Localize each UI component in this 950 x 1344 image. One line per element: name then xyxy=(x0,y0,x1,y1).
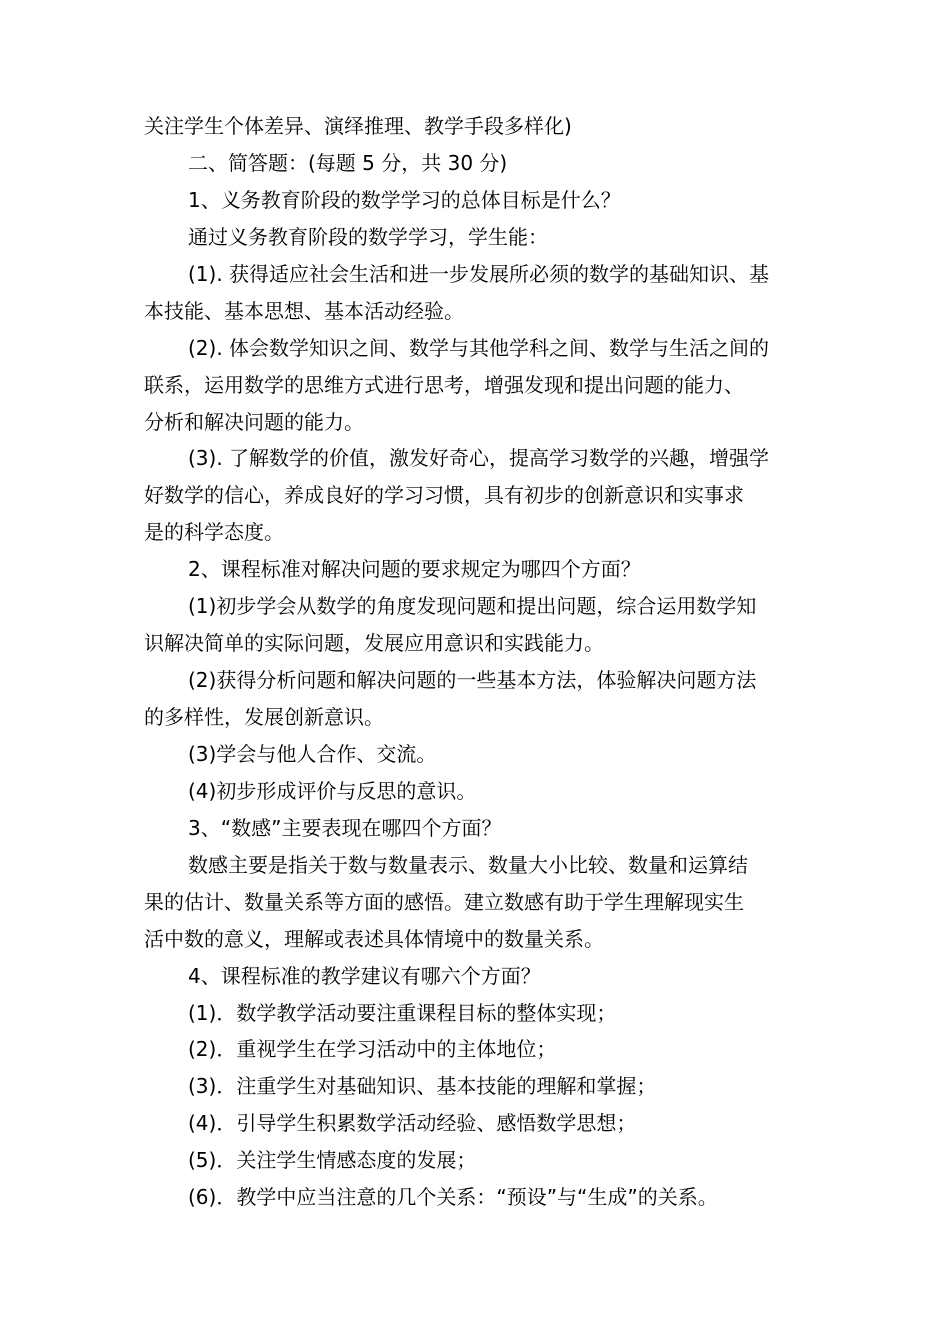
text-line: 本技能、基本思想、基本活动经验。 xyxy=(144,298,464,323)
text-line: 分析和解决问题的能力。 xyxy=(144,409,364,434)
text-line: 关注学生个体差异、演绎推理、教学手段多样化) xyxy=(144,114,572,138)
text-line: 是的科学态度。 xyxy=(144,520,284,545)
text-line: 果的估计、数量关系等方面的感悟。建立数感有助于学生理解现实生 xyxy=(144,889,744,914)
text-line: 联系，运用数学的思维方式进行思考，增强发现和提出问题的能力、 xyxy=(144,372,744,397)
question-heading: 1、义务教育阶段的数学学习的总体目标是什么？ xyxy=(188,187,621,212)
text-line: 的多样性，发展创新意识。 xyxy=(144,705,384,729)
question-heading: 3、“数感”主要表现在哪四个方面？ xyxy=(188,815,502,840)
text-line: 数感主要是指关于数与数量表示、数量大小比较、数量和运算结 xyxy=(188,852,748,877)
text-line: (1). 获得适应社会生活和进一步发展所必须的数学的基础知识、基 xyxy=(188,261,770,286)
text-line: (2). 体会数学知识之间、数学与其他学科之间、数学与生活之间的 xyxy=(188,335,770,360)
list-item: (4)．引导学生积累数学活动经验、感悟数学思想； xyxy=(188,1111,637,1136)
text-line: 通过义务教育阶段的数学学习，学生能： xyxy=(188,224,548,249)
list-item: (1)．数学教学活动要注重课程目标的整体实现； xyxy=(188,1000,617,1025)
list-item: (3)．注重学生对基础知识、基本技能的理解和掌握； xyxy=(188,1074,657,1099)
list-item: (6)．教学中应当注意的几个关系：“预设”与“生成”的关系。 xyxy=(188,1185,718,1210)
text-line: 活中数的意义，理解或表述具体情境中的数量关系。 xyxy=(144,926,604,951)
list-item: (2)．重视学生在学习活动中的主体地位； xyxy=(188,1037,557,1062)
text-line: 识解决简单的实际问题，发展应用意识和实践能力。 xyxy=(144,631,604,656)
text-line: (4)初步形成评价与反思的意识。 xyxy=(188,778,477,803)
question-heading: 2、课程标准对解决问题的要求规定为哪四个方面？ xyxy=(188,557,641,582)
text-line: (2)获得分析问题和解决问题的一些基本方法，体验解决问题方法 xyxy=(188,668,757,693)
text-line: (1)初步学会从数学的角度发现问题和提出问题，综合运用数学知 xyxy=(188,594,757,619)
text-line: 好数学的信心，养成良好的学习习惯，具有初步的创新意识和实事求 xyxy=(144,483,744,508)
text-line: (3)学会与他人合作、交流。 xyxy=(188,741,437,766)
section-heading: 二、简答题：(每题 5 分，共 30 分) xyxy=(188,150,508,175)
document-body xyxy=(144,108,809,1216)
list-item: (5)．关注学生情感态度的发展； xyxy=(188,1148,477,1173)
text-line: (3). 了解数学的价值，激发好奇心，提高学习数学的兴趣，增强学 xyxy=(188,446,770,471)
question-heading: 4、课程标准的教学建议有哪六个方面？ xyxy=(188,963,541,988)
